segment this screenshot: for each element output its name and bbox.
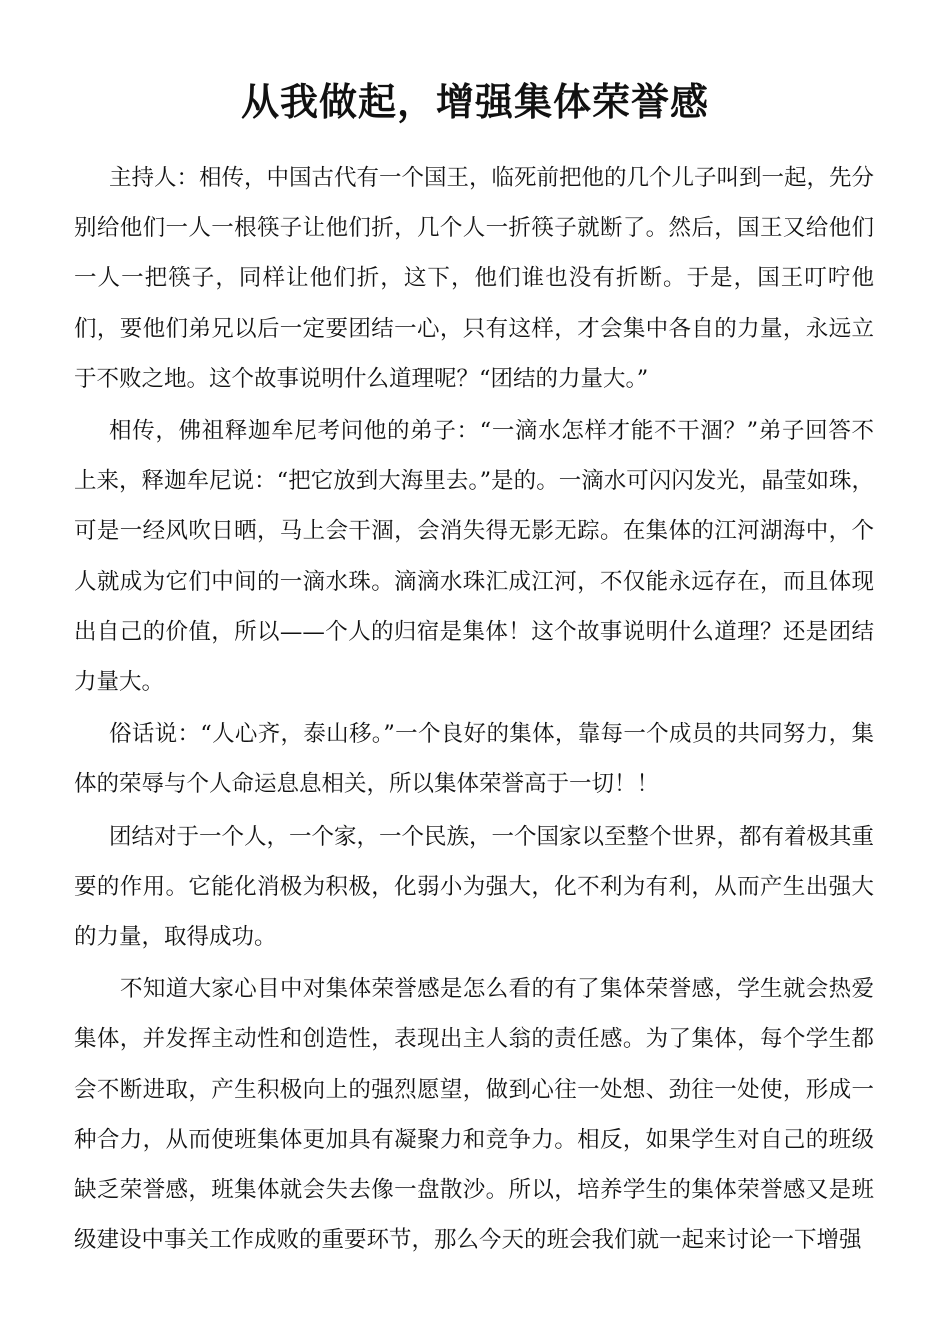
paragraph-unity-importance: 团结对于一个人，一个家，一个民族，一个国家以至整个世界，都有着极其重要的作用。它能化消极为积极，化弱小为强大，化不利为有利，从而产生出强大的力量，取得成功。: [74, 823, 875, 951]
paragraph-water-drop: 相传，佛祖释迦牟尼考问他的弟子：“一滴水怎样才能不干涸？”弟子回答不上来，释迦牟尼说：“把它放到大海里去。”是的。一滴水可闪闪发光，晶莹如珠，可是一经风吹日晒，马上会干涸，会消失得无影无踪。在集体的江河湖海中，个人就成为它们中间的一滴水珠。滴滴水珠汇成江河，不仅能永远存在，而且体现出自己的价值，所以——个人的归宿是集体！这个故事说明什么道理？还是团结力量大。: [74, 418, 874, 696]
paragraph-collective-honor: 不知道大家心目中对集体荣誉感是怎么看的有了集体荣誉感，学生就会热爱集体，并发挥主动性和创造性，表现出主人翁的责任感。为了集体，每个学生都会不断进取，产生积极向上的强烈愿望，做到心往一处想、劲往一处使，形成一种合力，从而使班集体更加具有凝聚力和竞争力。相反，如果学生对自己的班级缺乏荣誉感，班集体就会失去像一盘散沙。所以，培养学生的集体荣誉感又是班级建设中事关工作成败的重要环节，那么今天的班会我们就一起来讨论一下增强: [74, 976, 874, 1254]
paragraph-proverb: 俗话说：“人心齐，泰山移。”一个良好的集体，靠每一个成员的共同努力，集体的荣辱与个人命运息息相关，所以集体荣誉高于一切！！: [74, 721, 874, 798]
document-body: [74, 153, 874, 1267]
paragraph-host-intro: 主持人：相传，中国古代有一个国王，临死前把他的几个儿子叫到一起，先分别给他们一人一根筷子让他们折，几个人一折筷子就断了。然后，国王又给他们一人一把筷子，同样让他们折，这下，他们谁也没有折断。于是，国王叮咛他们，要他们弟兄以后一定要团结一心，只有这样，才会集中各自的力量，永远立于不败之地。这个故事说明什么道理呢？“团结的力量大。”: [74, 165, 875, 392]
document-title: 从我做起，增强集体荣誉感: [240, 80, 709, 124]
